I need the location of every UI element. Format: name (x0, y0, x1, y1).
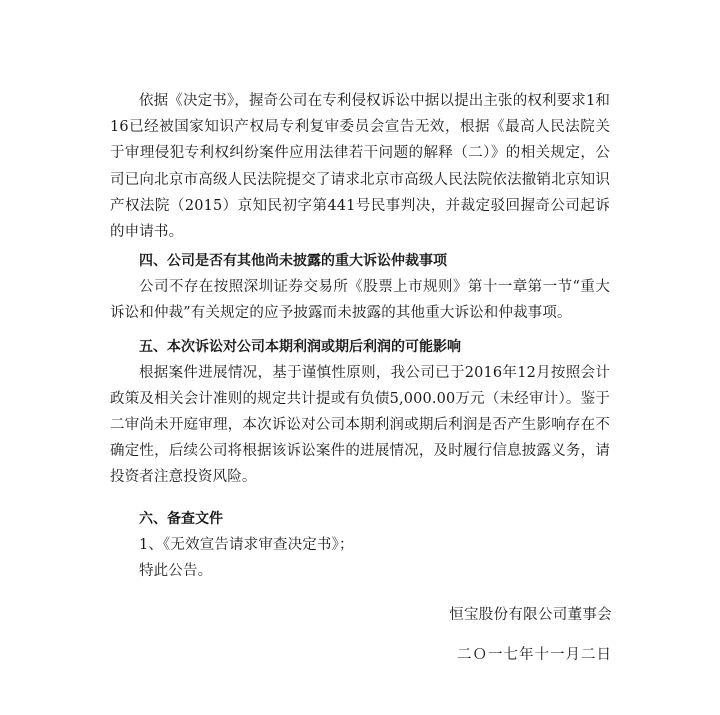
signature-company: 恒宝股份有限公司董事会 (449, 607, 612, 623)
document-body (110, 88, 610, 584)
closing-line: 特此公告。 (139, 562, 213, 579)
section5-paragraph: 根据案件进展情况，基于谨慎性原则，我公司已于2016年12月按照会计政策及相关会计准则的规定共计提或有负债5,000.00万元（未经审计）。鉴于二审尚未开庭审理，本次诉讼对公司本期利润或期后利润是否产生影响存在不确定性，后续公司将根据该诉讼案件的进展情况，及时履行信息披露义务，请投资者注意投资风险。 (110, 364, 610, 486)
reference-item-1: 1、《无效宣告请求审查决定书》； (139, 536, 354, 553)
section5-heading: 五、本次诉讼对公司本期利润或期后利润的可能影响 (139, 338, 461, 355)
section4-paragraph: 公司不存在按照深圳证券交易所《股票上市规则》第十一章第一节“重大诉讼和仲裁”有关规定的应予披露而未披露的其他重大诉讼和仲裁事项。 (110, 279, 610, 322)
section4-heading: 四、公司是否有其他尚未披露的重大诉讼仲裁事项 (139, 253, 447, 270)
intro-paragraph: 依据《决定书》，握奇公司在专利侵权诉讼中据以提出主张的权利要求1和16已经被国家知识产权局专利复审委员会宣告无效，根据《最高人民法院关于审理侵犯专利权纠纷案件应用法律若干问题的解释（二）》的相关规定，公司已向北京市高级人民法院提交了请求北京市高级人民法院依法撤销北京知识产权法院（2015）京知民初字第441号民事判决，并裁定驳回握奇公司起诉的申请书。 (110, 93, 610, 241)
section6-heading: 六、备查文件 (139, 510, 223, 527)
signature-date: 二Ｏ一七年十一月二日 (457, 647, 612, 663)
